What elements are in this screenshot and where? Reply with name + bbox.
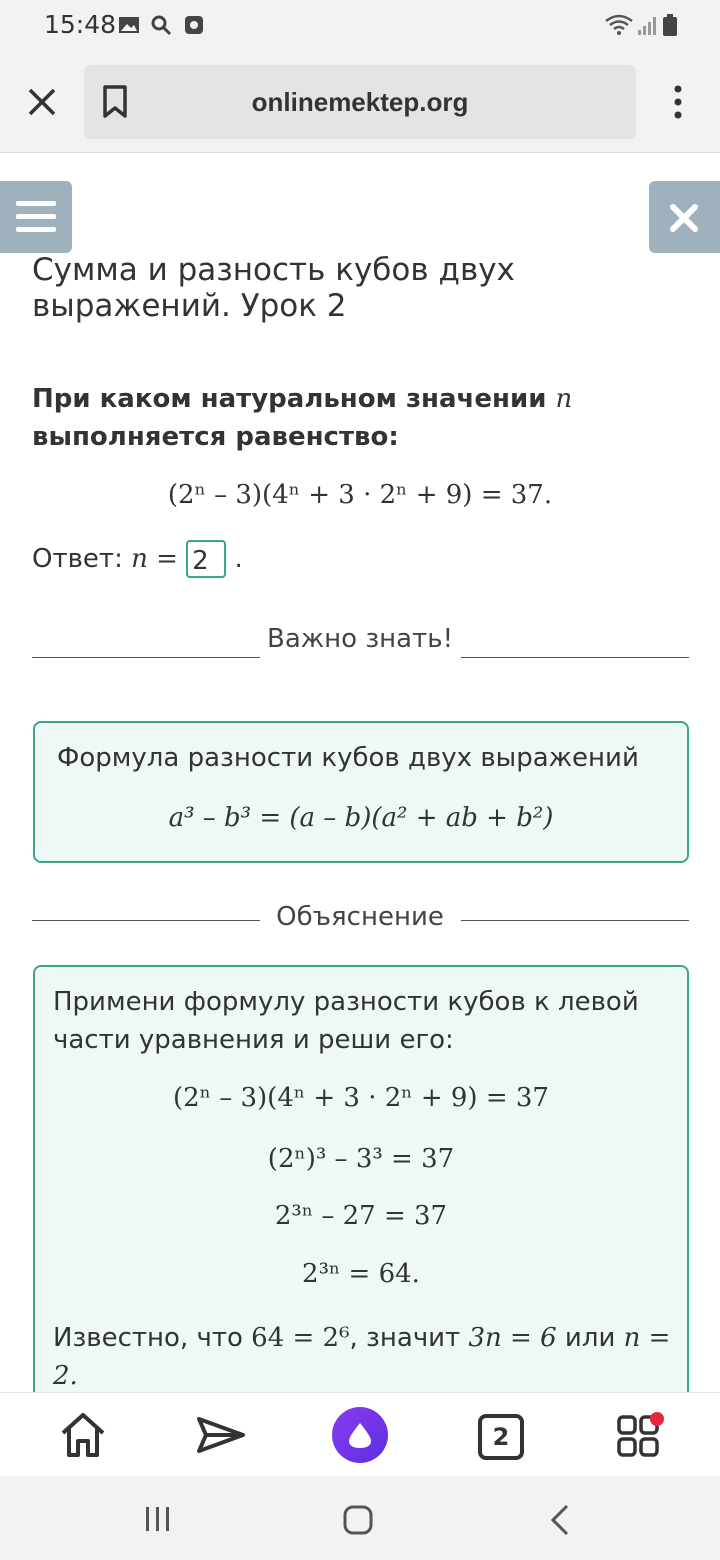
menu-button[interactable] xyxy=(0,181,72,253)
answer-variable: n = xyxy=(131,544,178,574)
question-tail: выполняется равенство: xyxy=(32,422,399,452)
divider-right xyxy=(461,920,689,921)
formula-equation: a³ – b³ = (a – b)(a² + ab + b²) xyxy=(168,803,554,833)
explanation-conclusion xyxy=(53,1319,673,1395)
home-button-icon[interactable] xyxy=(343,1505,373,1535)
recent-apps-icon[interactable] xyxy=(144,1506,172,1532)
step-3: 2³ⁿ – 27 = 37 xyxy=(274,1201,448,1231)
step-4: 2³ⁿ = 64. xyxy=(302,1259,420,1289)
back-icon[interactable] xyxy=(550,1504,570,1536)
explanation-box xyxy=(33,965,689,1405)
question-equation: (2ⁿ – 3)(4ⁿ + 3 · 2ⁿ + 9) = 37. xyxy=(167,480,553,510)
tabs-count-button[interactable]: 2 xyxy=(478,1414,524,1460)
wifi-icon xyxy=(604,14,634,36)
divider-left xyxy=(32,657,260,658)
url-bar[interactable] xyxy=(84,65,636,139)
browser-toolbar xyxy=(0,52,720,153)
status-bar xyxy=(0,0,720,52)
conclusion-text-a: Известно, что xyxy=(53,1323,243,1353)
bottom-navigation xyxy=(0,1392,720,1477)
search-icon xyxy=(150,14,172,36)
divider-right xyxy=(461,657,689,658)
important-heading: Важно знать! xyxy=(266,624,453,654)
send-icon[interactable] xyxy=(196,1413,246,1457)
url-text: onlinemektep.org xyxy=(251,87,469,117)
battery-icon xyxy=(662,14,678,36)
signal-icon xyxy=(636,14,658,36)
answer-row xyxy=(32,540,243,580)
explanation-heading: Объяснение xyxy=(276,902,444,932)
formula-title: Формула разности кубов двух выражений xyxy=(57,743,639,773)
services-grid-icon[interactable] xyxy=(616,1411,666,1461)
conclusion-math-1: 64 = 2⁶ xyxy=(251,1323,350,1353)
close-panel-button[interactable] xyxy=(649,181,720,253)
answer-dot: . xyxy=(234,544,243,574)
conclusion-math-3: n = 2. xyxy=(53,1323,671,1391)
screen-record-icon xyxy=(183,14,205,36)
close-icon xyxy=(669,203,699,233)
answer-input[interactable]: 2 xyxy=(186,540,226,578)
gallery-icon xyxy=(118,14,140,36)
close-icon[interactable] xyxy=(26,86,58,118)
hamburger-icon xyxy=(16,199,56,235)
conclusion-text-c: или xyxy=(564,1323,616,1353)
conclusion-text-b: , значит xyxy=(349,1323,461,1353)
conclusion-math-2: 3n = 6 xyxy=(468,1323,557,1353)
step-2: (2ⁿ)³ – 3³ = 37 xyxy=(267,1144,455,1174)
home-icon[interactable] xyxy=(58,1411,108,1459)
step-1: (2ⁿ – 3)(4ⁿ + 3 · 2ⁿ + 9) = 37 xyxy=(173,1083,549,1113)
page-title: Сумма и разность кубов двух выражений. Урок 2 xyxy=(32,252,515,324)
question-variable: n xyxy=(555,384,573,414)
system-navigation-bar xyxy=(0,1476,720,1560)
explanation-intro: Примени формулу разности кубов к левой части уравнения и реши его: xyxy=(53,987,639,1055)
formula-box xyxy=(33,721,689,863)
question-text xyxy=(32,380,672,456)
answer-label: Ответ: xyxy=(32,544,123,574)
more-options-icon[interactable] xyxy=(670,84,686,120)
alice-assistant-icon[interactable] xyxy=(332,1407,388,1463)
question-lead: При каком натуральном значении xyxy=(32,384,547,414)
status-time: 15:48 xyxy=(44,10,117,39)
divider-left xyxy=(32,920,260,921)
